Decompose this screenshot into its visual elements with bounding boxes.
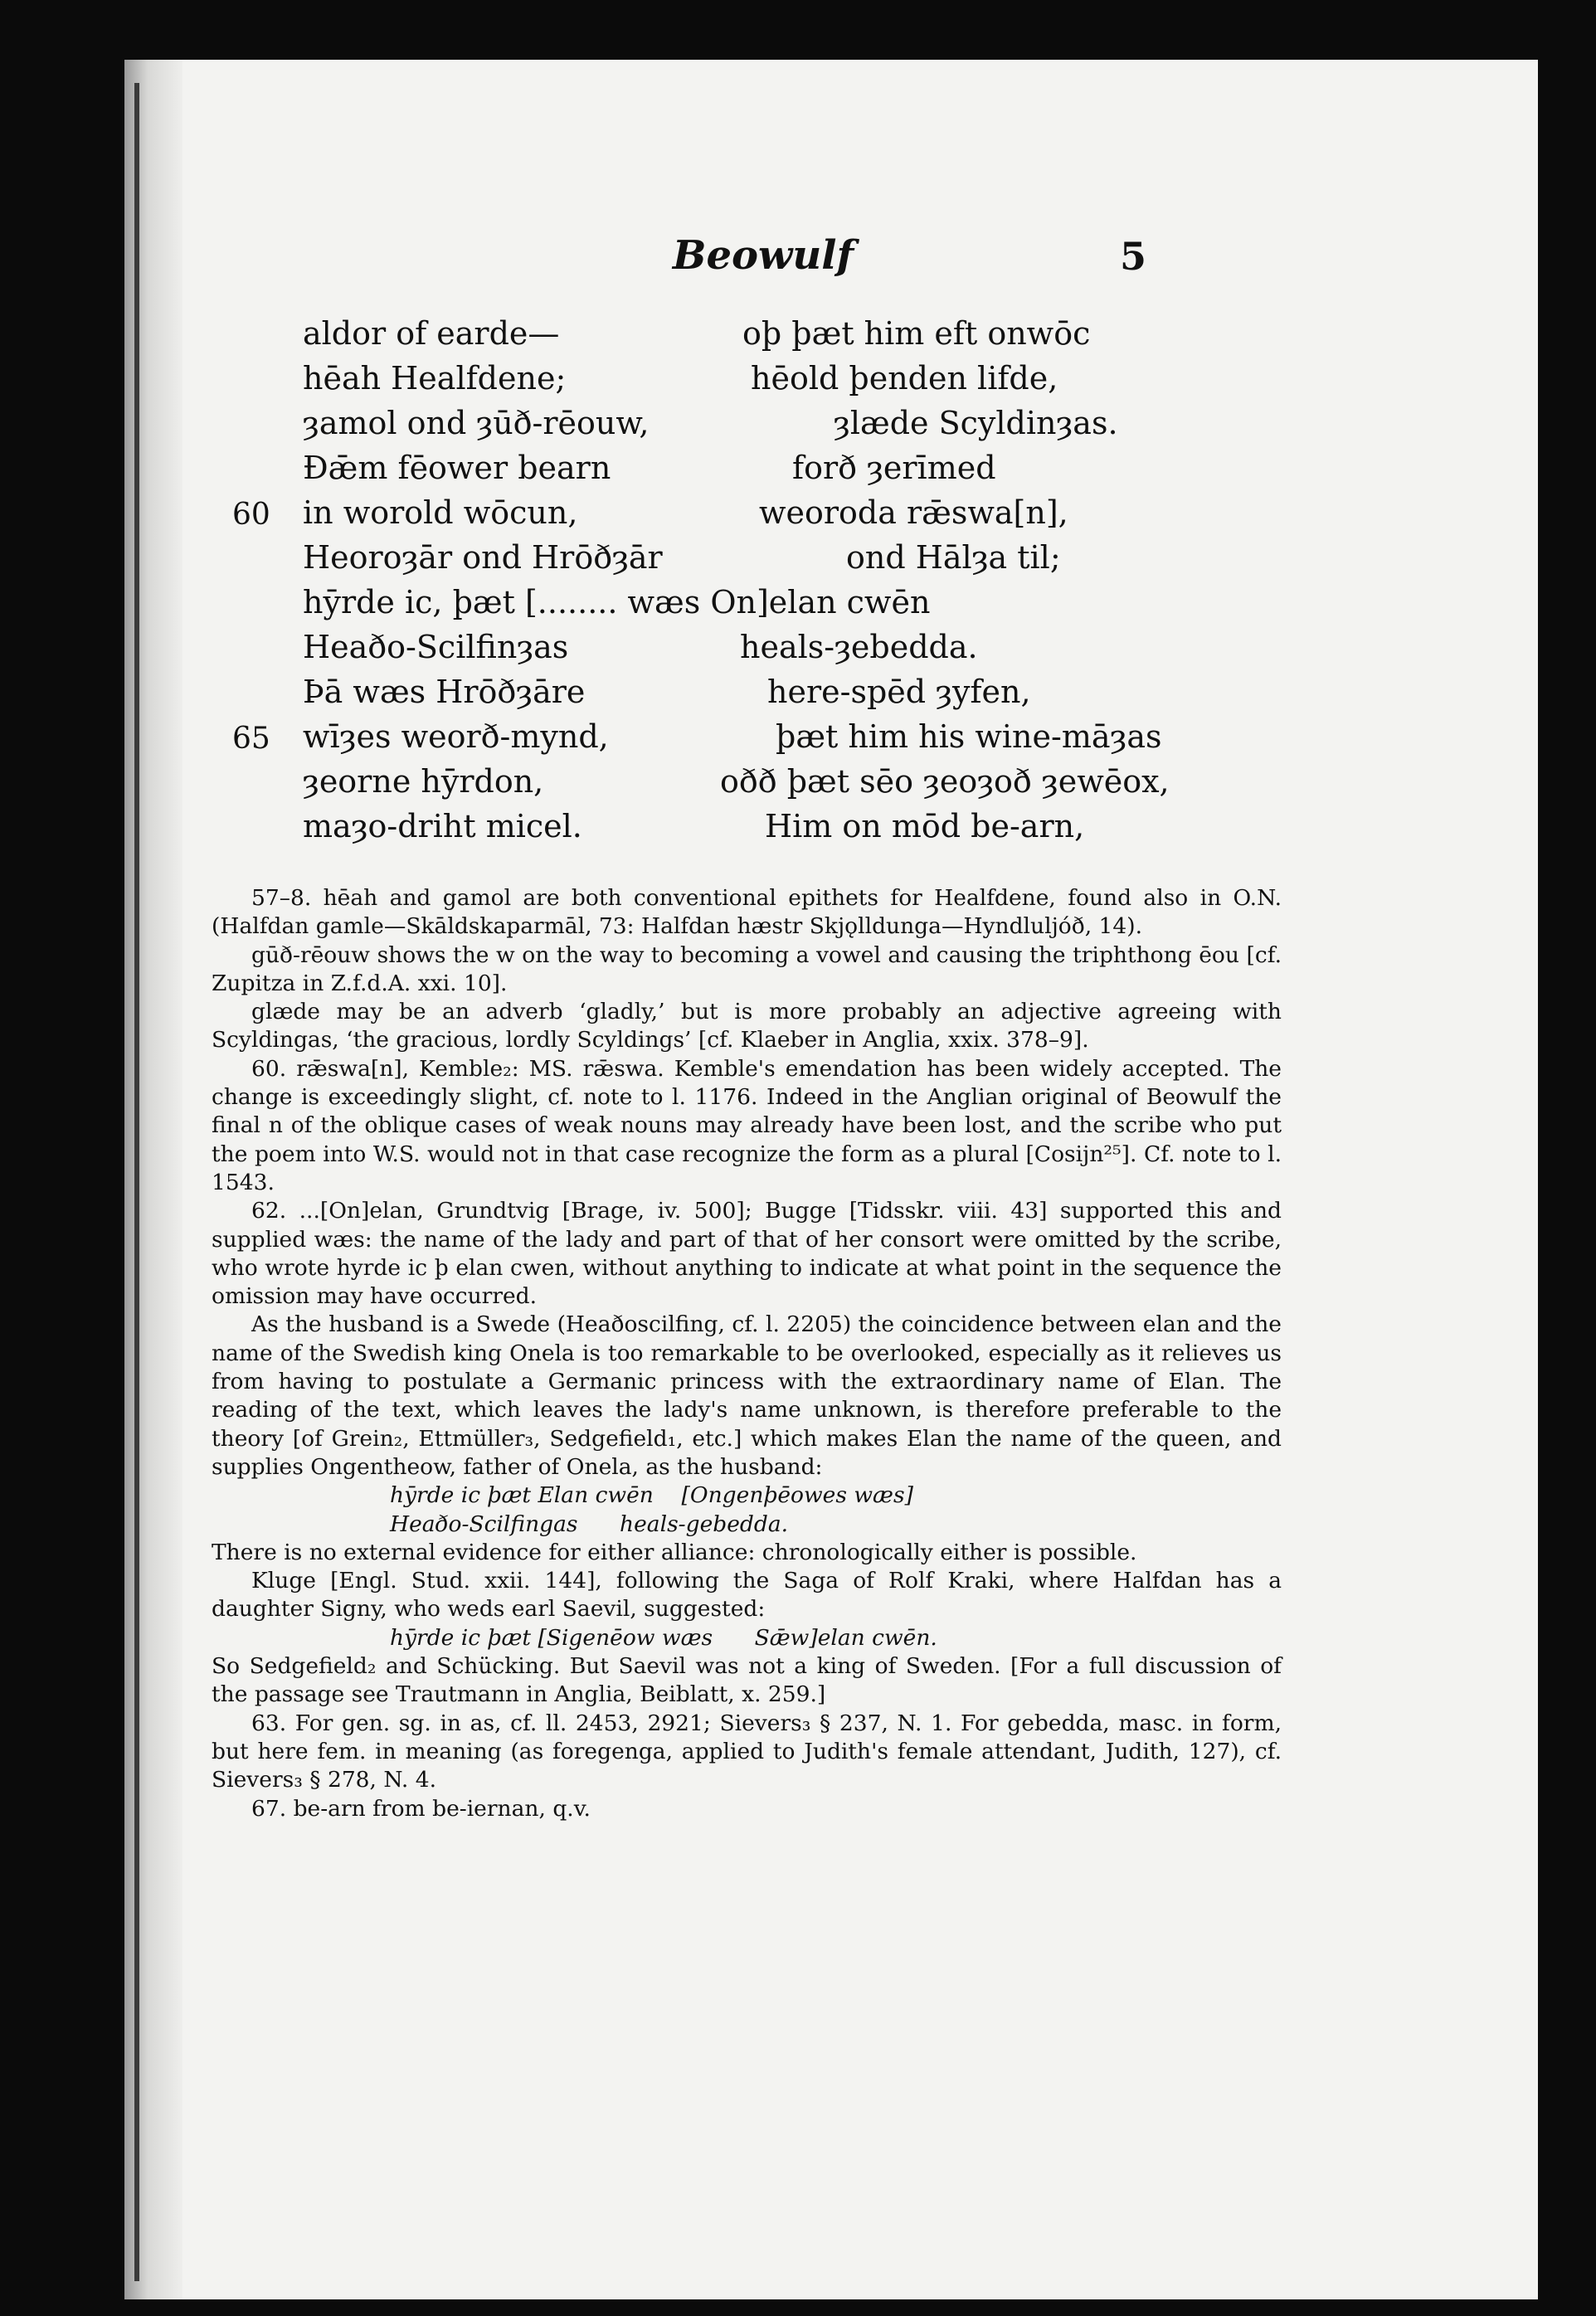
verse-a-half: hȳrde ic, þæt [........ wæs On]elan cwēn xyxy=(303,584,931,620)
verse-a-half: hēah Healfdene; xyxy=(303,360,567,397)
note-paragraph: 62. ...[On]elan, Grundtvig [Brage, iv. 500]; Bugge [Tidsskr. viii. 43] supported this and supplied wæs: the name of the lady and part of that of her consort were omitted by the scribe, who wrote hyrde ic þ elan cwen, without anything to indicate at what point in the sequence the omission may have occurred. xyxy=(212,1198,1282,1310)
verse-a-half: Ðǣm fēower bearn xyxy=(303,450,611,486)
verse-b-half: Him on mōd be-arn, xyxy=(765,808,1085,844)
poem-text xyxy=(0,315,1596,853)
verse-a-half: wīȝes weorð-mynd, xyxy=(303,718,609,755)
verse-a-half: maȝo-driht micel. xyxy=(303,808,582,844)
note-paragraph: As the husband is a Swede (Heaðoscilfing, cf. l. 2205) the coincidence between elan and the name of the Swedish king Onela is too remarkable to be overlooked, especially as it relieves us from having to postulate a Germanic princess with the extraordinary name of Elan. The reading of the text, which leaves the lady's name unknown, is therefore preferable to the theory [of Grein₂, Ettmüller₃, Sedgefield₁, etc.] which makes Elan the name of the queen, and supplies Ongentheow, father of Onela, as the husband: xyxy=(212,1311,1282,1480)
note-paragraph: glæde may be an adverb ‘gladly,’ but is more probably an adjective agreeing with Scyldingas, ‘the gracious, lordly Scyldings’ [cf. Klaeber in Anglia, xxix. 378–9]. xyxy=(212,999,1282,1053)
verse-b-half: heals-ȝebedda. xyxy=(740,629,978,665)
verse-line xyxy=(0,763,1596,808)
verse-b-half: oþ þæt him eft onwōc xyxy=(742,315,1091,352)
note-paragraph: 60. rǣswa[n], Kemble₂: MS. rǣswa. Kemble's emendation has been widely accepted. The change is exceedingly slight, cf. note to l. 1176. Indeed in the Anglian original of Beowulf the final n of the oblique cases of weak nouns may already have been lost, and the scribe who put the poem into W.S. would not in that case recognize the form as a plural [Cosijn²⁵]. Cf. note to l. 1543. xyxy=(212,1055,1282,1195)
verse-line xyxy=(0,718,1596,763)
note-paragraph: So Sedgefield₂ and Schücking. But Saevil was not a king of Sweden. [For a full discussion of the passage see Trautmann in Anglia, Beiblatt, x. 259.] xyxy=(212,1653,1282,1708)
verse-a-half: Heoroȝār ond Hrōðȝār xyxy=(303,539,663,576)
verse-a-half: Þā wæs Hrōðȝāre xyxy=(303,674,586,710)
verse-b-half: ond Hālȝa til; xyxy=(846,539,1061,576)
page-number: 5 xyxy=(1120,234,1147,279)
verse-b-half: forð ȝerīmed xyxy=(792,450,996,486)
verse-line xyxy=(0,629,1596,674)
verse-a-half: Heaðo-Scilfinȝas xyxy=(303,629,569,665)
note-paragraph: 67. be-arn from be-iernan, q.v. xyxy=(251,1795,591,1822)
verse-b-half: hēold þenden lifde, xyxy=(751,360,1058,397)
verse-a-half: ȝeorne hȳrdon, xyxy=(303,763,544,800)
verse-b-half: oðð þæt sēo ȝeoȝoð ȝewēox, xyxy=(720,763,1170,800)
verse-line xyxy=(0,494,1596,539)
verse-line xyxy=(0,808,1596,853)
verse-b-half: ȝlæde Scyldinȝas. xyxy=(834,405,1118,441)
verse-a-half: in worold wōcun, xyxy=(303,494,578,531)
quoted-verse: hȳrde ic þæt Elan cwēn [Ongenþēowes wæs] xyxy=(390,1482,913,1509)
note-paragraph: 63. For gen. sg. in as, cf. ll. 2453, 2921; Sievers₃ § 237, N. 1. For gebedda, masc. in form, but here fem. in meaning (as foregenga, applied to Judith's female attendant, Judith, 127), cf. Sievers₃ § 278, N. 4. xyxy=(212,1710,1282,1793)
line-number: 65 xyxy=(232,722,270,756)
verse-line xyxy=(0,584,1596,629)
verse-a-half: ȝamol ond ȝūð-rēouw, xyxy=(303,405,650,441)
verse-b-half: weoroda rǣswa[n], xyxy=(759,494,1068,531)
running-header xyxy=(0,232,1596,290)
line-number: 60 xyxy=(232,498,270,532)
note-paragraph: Kluge [Engl. Stud. xxii. 144], following the Saga of Rolf Kraki, where Halfdan has a daughter Signy, who weds earl Saevil, suggested: xyxy=(212,1568,1282,1623)
verse-line xyxy=(0,360,1596,405)
quoted-verse: hȳrde ic þæt [Sigenēow wæs Sǣw]elan cwēn. xyxy=(390,1624,937,1651)
note-paragraph: 57–8. hēah and gamol are both conventional epithets for Healfdene, found also in O.N. (Halfdan gamle—Skāldskaparmāl, 73: Halfdan hæstr Skjǫlldunga—Hyndluljóð, 14). xyxy=(212,885,1282,940)
verse-line xyxy=(0,674,1596,718)
verse-line xyxy=(0,315,1596,360)
verse-line xyxy=(0,539,1596,584)
running-title: Beowulf xyxy=(672,232,854,279)
verse-a-half: aldor of earde— xyxy=(303,315,560,352)
verse-line xyxy=(0,450,1596,494)
quoted-verse: Heaðo-Scilfingas heals-gebedda. xyxy=(390,1511,789,1537)
note-paragraph: gūð-rēouw shows the w on the way to becoming a vowel and causing the triphthong ēou [cf. Zupitza in Z.f.d.A. xxi. 10]. xyxy=(212,941,1282,996)
verse-b-half: þæt him his wine-māȝas xyxy=(776,718,1162,755)
verse-b-half: here-spēd ȝyfen, xyxy=(767,674,1031,710)
verse-line xyxy=(0,405,1596,450)
footnotes xyxy=(212,884,1282,1823)
note-paragraph: There is no external evidence for either alliance: chronologically either is possible. xyxy=(212,1539,1137,1565)
